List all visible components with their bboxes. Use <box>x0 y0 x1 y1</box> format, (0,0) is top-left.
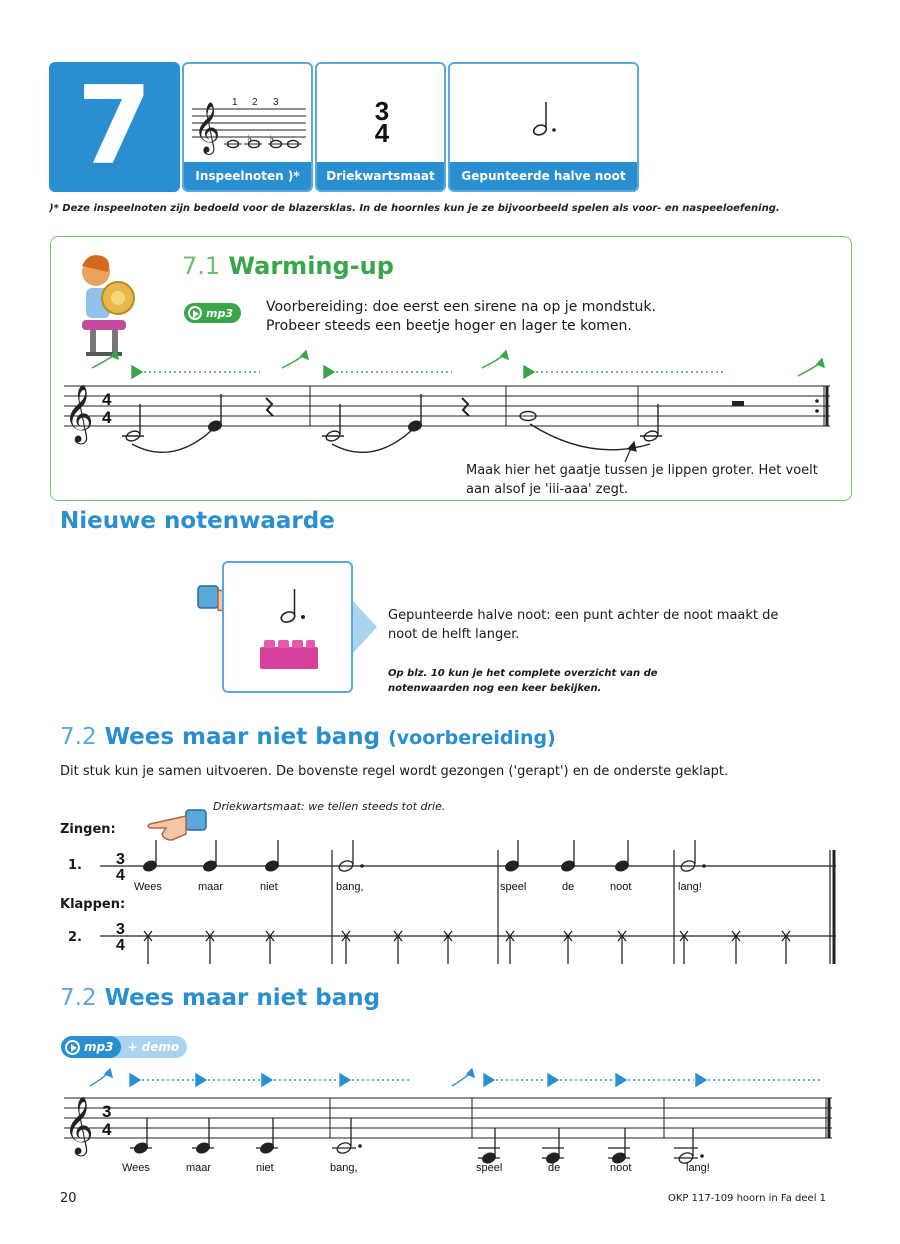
tile-caption: Driekwartsmaat <box>317 162 444 190</box>
svg-text:♭: ♭ <box>247 133 253 145</box>
lip-line-1: Maak hier het gaatje tussen je lippen groter. Het voelt <box>466 463 818 478</box>
new-value-box <box>222 561 353 693</box>
time-top: 3 <box>102 1102 112 1121</box>
lip-line-2: aan alsof je 'iii-aaa' zegt. <box>466 482 629 497</box>
prep-line-2: Probeer steeds een beetje hoger en lager te komen. <box>266 318 632 334</box>
warmup-staff <box>60 350 840 462</box>
finger-number: 3 <box>273 97 279 108</box>
overview-note <box>388 666 688 696</box>
warmup-notes-staff <box>184 64 313 166</box>
mp3-label: mp3 <box>206 306 233 320</box>
counting-note: Driekwartsmaat: we tellen steeds tot drie. <box>213 800 446 813</box>
desc-line-2: noot de helft langer. <box>388 627 520 642</box>
lyric-word: Wees <box>134 881 162 893</box>
treble-clef-icon: 𝄞 <box>64 385 94 441</box>
section-title: Wees maar niet bang <box>104 985 381 1011</box>
lyric-word: speel <box>476 1162 503 1174</box>
time-bottom: 4 <box>116 867 125 884</box>
lyric-word: speel <box>500 881 527 893</box>
play-icon <box>188 306 202 320</box>
tile-caption: Inspeelnoten )* <box>184 162 311 190</box>
dotted-half-lego-illustration <box>224 563 351 691</box>
lyric-word: bang, <box>336 881 364 893</box>
section-number: 7.2 <box>60 985 97 1011</box>
prep-intro: Dit stuk kun je samen uitvoeren. De bovenste regel wordt gezongen ('gerapt') en de onderste geklapt. <box>60 764 729 779</box>
section-title: Warming-up <box>228 252 394 280</box>
lyric-word: niet <box>260 881 278 893</box>
lyric-word: lang! <box>686 1162 710 1174</box>
warmup-heading <box>182 252 394 280</box>
tile-three-four <box>315 62 446 192</box>
row-number: 1. <box>68 858 82 873</box>
dotted-half-note-icon <box>450 64 639 166</box>
time-bottom: 4 <box>116 937 125 954</box>
section-number: 7.2 <box>60 724 97 750</box>
row-number: 2. <box>68 930 82 945</box>
time-top: 3 <box>116 921 125 938</box>
play-icon <box>65 1040 80 1055</box>
dotted-half-description <box>388 606 798 644</box>
publication-id: OKP 117-109 hoorn in Fa deel 1 <box>668 1193 827 1204</box>
tile-warmup-notes <box>182 62 313 192</box>
lyric-word: de <box>562 881 575 893</box>
finger-number: 2 <box>252 97 258 108</box>
treble-clef-icon: 𝄞 <box>194 103 221 152</box>
page-number: 20 <box>60 1191 77 1206</box>
finger-number: 1 <box>232 97 238 108</box>
overview-line-2: notenwaarden nog een keer bekijken. <box>388 683 602 694</box>
time-top: 3 <box>116 851 125 868</box>
sing-label: Zingen: <box>60 822 116 837</box>
time-top: 4 <box>102 390 112 409</box>
chapter-number: 7 <box>49 62 180 192</box>
demo-label: + demo <box>127 1040 180 1054</box>
piece-heading <box>60 985 380 1011</box>
section-number: 7.1 <box>182 252 221 280</box>
warmup-instructions <box>266 298 686 336</box>
arrow-right-icon <box>353 601 379 653</box>
lyric-word: noot <box>610 1162 632 1174</box>
tile-caption: Gepunteerde halve noot <box>450 162 637 190</box>
svg-text:♭: ♭ <box>269 133 275 145</box>
lyric-word: noot <box>610 881 632 893</box>
footnote: )* Deze inspeelnoten zijn bedoeld voor de blazersklas. In de hoornles kun je ze bijvoorbeeld spelen als voor- en naspeeloefening. <box>49 203 780 214</box>
new-value-heading: Nieuwe notenwaarde <box>60 508 335 534</box>
time-bottom: 4 <box>102 408 112 427</box>
section-subtitle: (voorbereiding) <box>388 727 556 749</box>
treble-clef-icon: 𝄞 <box>64 1097 94 1153</box>
clap-label: Klappen: <box>60 897 126 912</box>
lyric-word: bang, <box>330 1162 358 1174</box>
lyric-word: lang! <box>678 881 702 893</box>
section-title: Wees maar niet bang <box>104 724 381 750</box>
time-bottom: 4 <box>102 1120 112 1139</box>
mp3-demo-button[interactable] <box>61 1036 187 1058</box>
lyric-word: Wees <box>122 1162 150 1174</box>
lyric-word: niet <box>256 1162 274 1174</box>
mp3-play-button[interactable] <box>184 303 241 323</box>
rhythm-score <box>100 840 840 970</box>
desc-line-1: Gepunteerde halve noot: een punt achter de noot maakt de <box>388 608 779 623</box>
piece-staff <box>60 1066 840 1178</box>
time-bottom: 4 <box>374 118 390 148</box>
prep-piece-heading <box>60 724 556 750</box>
lyric-word: maar <box>186 1162 212 1174</box>
mp3-label: mp3 <box>84 1040 114 1054</box>
overview-line-1: Op blz. 10 kun je het complete overzicht van de <box>388 668 658 679</box>
lyric-word: maar <box>198 881 224 893</box>
lip-instruction <box>466 461 846 499</box>
prep-line-1: Voorbereiding: doe eerst een sirene na op je mondstuk. <box>266 299 656 315</box>
time-signature <box>317 64 446 166</box>
lyric-word: de <box>548 1162 561 1174</box>
time-top: 3 <box>374 96 390 126</box>
tile-dotted-half <box>448 62 639 192</box>
